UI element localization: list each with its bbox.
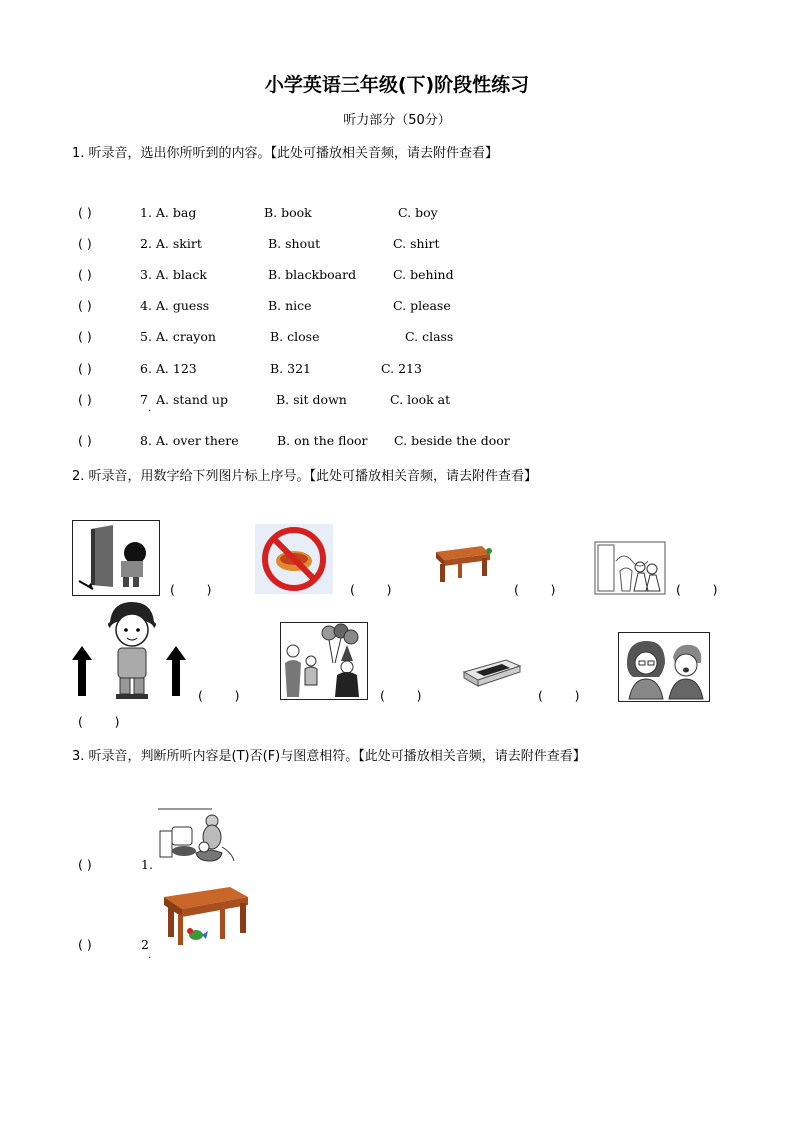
question-number: 2 (141, 937, 149, 952)
answer-blank[interactable]: ( ) (78, 298, 92, 313)
answer-blank[interactable]: ( ) (78, 267, 92, 282)
option-b: B. book (264, 205, 312, 220)
stray-dot: . (148, 950, 152, 961)
answer-blank[interactable]: ( ) (78, 392, 92, 407)
option-b: B. blackboard (268, 267, 357, 282)
option-c: C. behind (393, 267, 454, 282)
answer-blank[interactable]: ( ) (198, 688, 240, 703)
option-c: C. class (405, 329, 454, 344)
eraser-picture (462, 654, 522, 688)
eraser-icon (462, 654, 522, 688)
answer-blank[interactable]: ( ) (78, 714, 120, 729)
desk-icon (432, 544, 496, 584)
option-c: C. 213 (381, 361, 422, 376)
stand-up-picture (72, 600, 190, 700)
answer-blank[interactable]: ( ) (78, 205, 92, 220)
answer-blank[interactable]: ( ) (170, 582, 212, 597)
door-push-picture (72, 520, 160, 596)
option-a: A. stand up (156, 392, 228, 407)
option-b: B. on the floor (277, 433, 368, 448)
option-c: C. look at (390, 392, 451, 407)
boy-arrows-icon (72, 600, 190, 700)
section2-heading: 2. 听录音，用数字给下列图片标上序号。【此处可播放相关音频，请去附件查看】 (72, 469, 538, 484)
answer-blank[interactable]: ( ) (78, 236, 92, 251)
two-people-icon (619, 633, 709, 701)
answer-blank[interactable]: ( ) (78, 361, 92, 376)
section1-heading: 1. 听录音，选出你所听到的内容。【此处可播放相关音频，请去附件查看】 (72, 146, 499, 161)
person-door-icon (73, 521, 159, 595)
option-a: 8. A. over there (140, 433, 239, 448)
option-b: B. nice (268, 298, 312, 313)
option-c: C. please (393, 298, 451, 313)
option-c: C. beside the door (394, 433, 510, 448)
mouse-cups-icon (156, 807, 238, 867)
answer-blank[interactable]: ( ) (350, 582, 392, 597)
question-number: 7 (140, 392, 148, 407)
option-b: B. sit down (276, 392, 347, 407)
option-b: B. 321 (270, 361, 311, 376)
option-b: B. close (270, 329, 320, 344)
family-picture (594, 541, 666, 595)
option-c: C. boy (398, 205, 438, 220)
people-sketch-icon (594, 541, 666, 595)
answer-blank[interactable]: ( ) (676, 582, 718, 597)
answer-blank[interactable]: ( ) (538, 688, 580, 703)
option-a: 1. A. bag (140, 205, 197, 220)
mouse-kitchen-picture (156, 807, 238, 867)
party-balloons-icon (281, 623, 367, 699)
greeting-picture (618, 632, 710, 702)
option-c: C. shirt (393, 236, 440, 251)
answer-blank[interactable]: ( ) (514, 582, 556, 597)
option-b: B. shout (268, 236, 321, 251)
option-a: 6. A. 123 (140, 361, 197, 376)
option-a: 3. A. black (140, 267, 207, 282)
section3-heading: 3. 听录音，判断所听内容是(T)否(F)与图意相符。【此处可播放相关音频，请去附件查看】 (72, 749, 586, 764)
stray-dot: . (148, 403, 152, 414)
option-a: 4. A. guess (140, 298, 210, 313)
desk-bird-picture (160, 885, 250, 947)
answer-blank[interactable]: ( ) (78, 433, 92, 448)
desk-picture (432, 544, 496, 584)
answer-blank[interactable]: ( ) (78, 329, 92, 344)
page-title: 小学英语三年级(下)阶段性练习 (264, 74, 530, 96)
answer-blank[interactable]: ( ) (78, 857, 92, 872)
option-a: 2. A. skirt (140, 236, 202, 251)
no-eating-sign-icon (255, 524, 333, 594)
answer-blank[interactable]: ( ) (380, 688, 422, 703)
option-a: 5. A. crayon (140, 329, 216, 344)
party-picture (280, 622, 368, 700)
desk-bird-icon (160, 885, 250, 947)
answer-blank[interactable]: ( ) (78, 937, 92, 952)
page-subtitle: 听力部分（50分） (343, 113, 451, 128)
no-food-picture (255, 524, 333, 594)
question-number: 1. (141, 857, 153, 872)
